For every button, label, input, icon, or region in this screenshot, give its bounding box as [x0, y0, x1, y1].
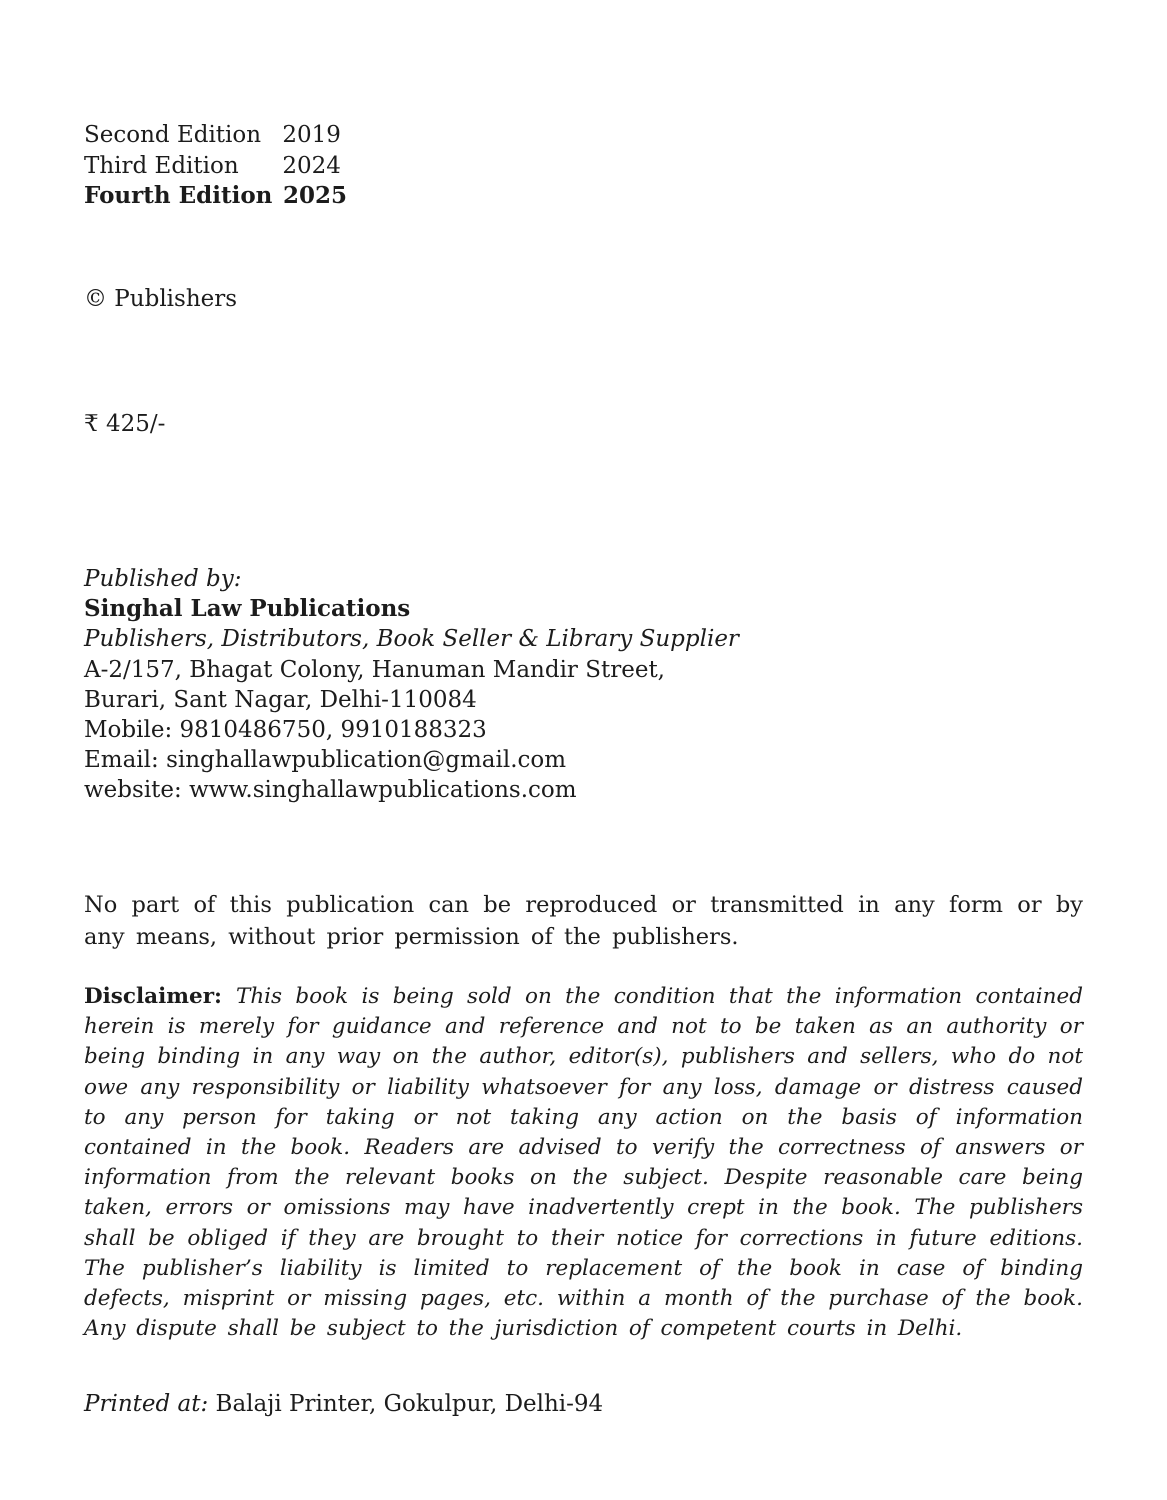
publisher-email: Email: singhallawpublication@gmail.com	[84, 747, 567, 774]
printed-at-value: Balaji Printer, Gokulpur, Delhi-94	[215, 1391, 604, 1417]
publisher-website: website: www.singhallawpublications.com	[84, 777, 577, 804]
published-by-heading: Published by:	[84, 566, 242, 592]
publisher-info	[84, 564, 1083, 806]
edition-row	[84, 151, 1083, 182]
edition-year: 2025	[283, 182, 348, 209]
disclaimer-paragraph	[84, 982, 1083, 1344]
publisher-address-line1: A-2/157, Bhagat Colony, Hanuman Mandir Street,	[84, 656, 665, 683]
publisher-name: Singhal Law Publications	[84, 595, 411, 623]
edition-label: Fourth Edition	[84, 182, 273, 209]
edition-label: Second Edition	[84, 122, 262, 148]
edition-row-current	[84, 181, 1083, 212]
edition-history	[84, 120, 1083, 212]
copyright-line: © Publishers	[84, 286, 238, 312]
printed-at-label: Printed at:	[84, 1391, 216, 1417]
edition-label: Third Edition	[84, 152, 239, 179]
disclaimer-text: This book is being sold on the condition that the information contained herein is merely for guidance and reference and not to be taken as an authority or being binding in any way on the author, editor(s), publishers and sellers, who do not owe any responsibility or liability whatsoever for any loss, damage or distress caused to any person for taking or not taking any action on the basis of information contained in the book. Readers are advised to verify the correctness of answers or information from the relevant books on the subject. Despite reasonable care being taken, errors or omissions may have inadvertently crept in the book. The publishers shall be obliged if they are brought to their notice for corrections in future editions. The publisher’s liability is limited to replacement of the book in case of binding defects, misprint or missing pages, etc. within a month of the purchase of the book. Any dispute shall be subject to the jurisdiction of competent courts in Delhi.	[84, 984, 1084, 1342]
publisher-address-line2: Burari, Sant Nagar, Delhi-110084	[84, 686, 477, 713]
edition-row	[84, 120, 1083, 151]
publisher-mobile: Mobile: 9810486750, 9910188323	[84, 717, 487, 744]
disclaimer-label: Disclaimer:	[84, 984, 236, 1009]
rights-notice: No part of this publication can be reproduced or transmitted in any form or by any means, without prior permission of the publishers.	[84, 892, 1083, 950]
printed-at-line	[84, 1391, 1083, 1417]
publisher-tagline: Publishers, Distributors, Book Seller & Library Supplier	[84, 626, 739, 653]
edition-year: 2019	[282, 122, 341, 148]
edition-year: 2024	[282, 152, 341, 179]
price-line: ₹ 425/-	[84, 411, 166, 437]
